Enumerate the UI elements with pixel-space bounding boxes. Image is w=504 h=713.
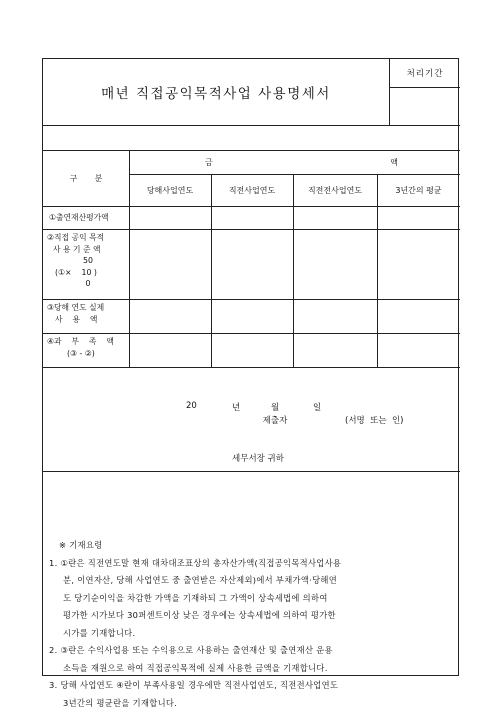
amount-cell[interactable] bbox=[212, 230, 293, 299]
instruction-line: 평가한 시가보다 30퍼센트이상 낮은 경우에는 상속세법에 의하여 평가한 bbox=[63, 610, 336, 620]
row-label-line: ②직접 공익 목적 bbox=[47, 233, 105, 242]
usage-statement-form bbox=[42, 58, 459, 708]
date-day-label: 일 bbox=[313, 403, 322, 413]
row-label-line: 50 bbox=[83, 256, 93, 265]
amount-cell[interactable] bbox=[294, 334, 377, 367]
processing-period-box[interactable] bbox=[390, 88, 460, 125]
row-label-line: ①출연재산평가액 bbox=[49, 212, 109, 222]
amount-header bbox=[129, 150, 460, 174]
instruction-line: 3년간의 평균란을 기재합니다. bbox=[63, 697, 178, 708]
row-label-line: 0 bbox=[85, 279, 91, 288]
instruction-line: 3. 당해 사업연도 ④란이 부족사용일 경우에만 직전사업연도, 직전전사업연도 bbox=[49, 680, 339, 690]
instruction-line: 소득을 재원으로 하여 직접공익목적에 실제 사용한 금액을 기재합니다. bbox=[63, 662, 328, 673]
divider bbox=[43, 471, 460, 472]
amount-cell[interactable] bbox=[130, 334, 211, 367]
amount-cell[interactable] bbox=[130, 207, 211, 229]
row-label-line: 사 용 액 bbox=[55, 314, 98, 324]
row-label-excess-shortfall bbox=[43, 336, 129, 367]
form-title: 매년 직접공익목적사업 사용명세서 bbox=[101, 86, 331, 102]
amount-cell[interactable] bbox=[294, 300, 377, 333]
processing-period-label: 처리기간 bbox=[406, 69, 444, 79]
instruction-line: 2. ③란은 수익사업용 또는 수익용으로 사용하는 출연재산 및 출연재산 운용 bbox=[49, 645, 333, 655]
amount-cell[interactable] bbox=[130, 230, 211, 299]
instruction-line: 시가를 기재합니다. bbox=[63, 627, 136, 638]
recipient-label: 세무서장 귀하 bbox=[232, 454, 284, 464]
date-line bbox=[43, 401, 460, 415]
amount-cell[interactable] bbox=[212, 334, 293, 367]
instruction-line: 도 당기순이익을 차감한 가액을 기재하되 그 가액이 상속세법에 의하여 bbox=[63, 592, 328, 603]
amount-cell[interactable] bbox=[378, 334, 460, 367]
amount-header-text: 액 bbox=[390, 157, 398, 167]
filling-instructions bbox=[49, 537, 454, 712]
instruction-line: 분, 이연자산, 당해 사업연도 중 출연받은 자산제외)에서 부채가액·당해연 bbox=[63, 575, 338, 585]
row-label-line: ③당해 연도 실제 bbox=[47, 303, 105, 312]
date-month-label: 월 bbox=[271, 403, 280, 413]
row-label-usage-standard bbox=[43, 232, 129, 299]
date-year-prefix: 20 bbox=[186, 401, 197, 411]
row-label-contributed-asset-value bbox=[43, 206, 129, 229]
row-label-actual-usage bbox=[43, 302, 129, 333]
column-current-year: 당해사업연도 bbox=[146, 186, 194, 195]
row-label-line: (③ - ②) bbox=[67, 348, 95, 358]
amount-cell[interactable] bbox=[130, 300, 211, 333]
row-label-line: ④과 부 족 액 bbox=[47, 337, 114, 346]
date-year-label: 년 bbox=[232, 403, 241, 413]
submitter-label: 제출자 bbox=[262, 416, 288, 426]
divider bbox=[389, 59, 390, 125]
instructions-heading: ※ 기재요령 bbox=[59, 540, 103, 550]
column-prior-year: 직전사업연도 bbox=[228, 186, 276, 195]
category-header-text: 분 bbox=[94, 173, 103, 183]
amount-cell[interactable] bbox=[294, 207, 377, 229]
amount-cell[interactable] bbox=[378, 300, 460, 333]
amount-cell[interactable] bbox=[212, 207, 293, 229]
divider bbox=[43, 367, 460, 368]
divider bbox=[43, 125, 460, 126]
instruction-line: 1. ①란은 직전연도말 현재 대차대조표상의 총자산가액(직접공익목적사업사용 bbox=[49, 557, 342, 568]
amount-cell[interactable] bbox=[294, 230, 377, 299]
row-label-line: (①× 10 ) bbox=[55, 267, 97, 277]
category-header bbox=[43, 150, 129, 206]
amount-cell[interactable] bbox=[212, 300, 293, 333]
amount-cell[interactable] bbox=[378, 230, 460, 299]
category-header-text: 구 bbox=[69, 173, 78, 183]
column-two-years-prior: 직전전사업연도 bbox=[307, 186, 363, 195]
signature-label: (서명 또는 인) bbox=[345, 416, 404, 426]
amount-cell[interactable] bbox=[378, 207, 460, 229]
row-label-line: 사 용 기 준 액 bbox=[53, 244, 101, 254]
amount-header-text: 금 bbox=[205, 157, 213, 167]
column-three-year-average: 3년간의 평균 bbox=[395, 186, 442, 195]
